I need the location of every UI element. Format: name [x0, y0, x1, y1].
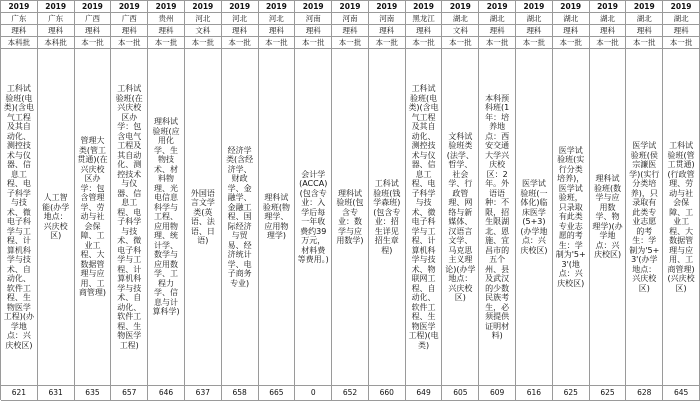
category-cell: 理科: [1, 25, 38, 37]
score-cell: 628: [626, 386, 663, 401]
year-cell: 2019: [38, 1, 75, 13]
major-cell: [553, 49, 590, 386]
major-cell: [442, 49, 479, 386]
major-cell: [406, 49, 443, 386]
year-cell: 2019: [442, 1, 479, 13]
region-cell: 黑龙江: [406, 13, 443, 25]
major-text: 医学试验班(一体化)临床医学(5+3)(办学地点：兴庆校区): [520, 179, 548, 255]
region-cell: 河南: [332, 13, 369, 25]
score-cell: 649: [406, 386, 443, 401]
category-cell: 理科: [222, 25, 259, 37]
category-cell: 文科: [442, 25, 479, 37]
major-cell: [185, 49, 222, 386]
major-text: 工科试验班(电类)(含电气工程及其自动化、测控技术与仪器、信息工程、电子科学与技术、微电子科学与工程、计算机科学与技术、物联网工程、自动化、软件工程、生物医学工程)(电类): [408, 84, 439, 350]
score-cell: 660: [369, 386, 406, 401]
major-cell: [332, 49, 369, 386]
batch-cell: 本一批: [442, 37, 479, 49]
batch-cell: 本科批: [1, 37, 38, 49]
category-cell: 理科: [332, 25, 369, 37]
score-cell: 0: [295, 386, 332, 401]
score-cell: 621: [1, 386, 38, 401]
major-text: 经济学类(含经济学、财政学、金融学、金融工程、国际经济与贸易、经济统计学、电子商务专业): [226, 145, 254, 288]
batch-cell: 本一批: [75, 37, 112, 49]
region-cell: 广西: [75, 13, 112, 25]
year-cell: 2019: [516, 1, 553, 13]
major-cell: [222, 49, 259, 386]
category-cell: 理科: [148, 25, 185, 37]
batch-cell: 本一批: [222, 37, 259, 49]
major-text: 医学试验班(实行分类培养)，医学试验班，只录取有此类专业志愿的考生：学制为'5+3'(地点：兴庆校区): [555, 145, 586, 288]
category-cell: 理科: [38, 25, 75, 37]
batch-cell: 本一批: [553, 37, 590, 49]
category-cell: 理科: [663, 25, 700, 37]
major-text: 本科预科班(1年：培养地点：西安交通大学兴庆校区：2年。外语语种：不限，招生限湖北、恩施、宜昌市的五个州、县及武汉的少数民族考生，必须提供证明材料): [485, 93, 510, 340]
category-cell: 理科: [75, 25, 112, 37]
year-cell: 2019: [75, 1, 112, 13]
major-cell: [479, 49, 516, 386]
category-cell: 理科: [479, 25, 516, 37]
major-text: 工科试验班(管工贯通)(行政管理、劳动与社会保障、工业工程、大数据管理与应用、工商管理)(兴庆校区): [667, 141, 695, 293]
score-cell: 625: [590, 386, 627, 401]
region-cell: 湖北: [553, 13, 590, 25]
batch-cell: 本一批: [663, 37, 700, 49]
major-text: 理科试验班(应用化学、生物技术、材料物理、光电信息科学与工程、应用物理、统计学、数学与应用数学、工程力学、信息与计算科学): [152, 117, 180, 317]
category-cell: 理科: [111, 25, 148, 37]
region-cell: 河北: [259, 13, 296, 25]
year-cell: 2019: [111, 1, 148, 13]
region-cell: 河北: [185, 13, 222, 25]
category-cell: 理科: [369, 25, 406, 37]
year-cell: 2019: [222, 1, 259, 13]
year-cell: 2019: [332, 1, 369, 13]
major-text: 人工智能(办学地点：兴庆校区): [42, 193, 70, 241]
year-cell: 2019: [553, 1, 590, 13]
category-cell: 理科: [259, 25, 296, 37]
score-cell: 645: [663, 386, 700, 401]
major-text: 外国语言文学类(英语、法语、日语): [190, 188, 215, 245]
region-cell: 河南: [369, 13, 406, 25]
year-cell: 2019: [406, 1, 443, 13]
batch-cell: 本一批: [590, 37, 627, 49]
category-cell: 理科: [295, 25, 332, 37]
year-cell: 2019: [590, 1, 627, 13]
batch-cell: 本一批: [111, 37, 148, 49]
major-text: 工科试验班(在兴庆校区办学：包含电气工程及其自动化、测控技术与仪器、信息工程、电子科学与技术、微电子科学与工程、计算机科学与技术、自动化、软件工程、生物医学工程): [115, 84, 143, 350]
major-text: 理科试验班(包含专业：数学与应用数学): [336, 188, 364, 245]
region-cell: 河北: [222, 13, 259, 25]
score-cell: 616: [516, 386, 553, 401]
batch-cell: 本一批: [332, 37, 369, 49]
major-cell: [369, 49, 406, 386]
year-cell: 2019: [1, 1, 38, 13]
category-cell: 文科: [185, 25, 222, 37]
major-text: 医学试验班(侯宗濂医学)(实行分类培养)，只录取有此类专业志愿的考生：学制为'5+3'(办学地点：兴庆校区): [629, 141, 660, 293]
batch-cell: 本一批: [295, 37, 332, 49]
region-cell: 湖北: [516, 13, 553, 25]
score-cell: 635: [75, 386, 112, 401]
batch-cell: 本一批: [479, 37, 516, 49]
major-text: 工科试验班(电类)(含电气工程及其自动化、测控技术与仪器、信息工程、电子科学与技术、微电子科学与工程、计算机科学与技术、自动化、软件工程、生物医学工程)(办学地点：兴庆校区): [3, 84, 35, 350]
major-text: 管理大类(管工贯通)(在兴庆校区办学：包含管理学、劳动与社会保障、工业工程、大数据管理与应用、工商管理): [77, 136, 108, 298]
score-cell: 658: [222, 386, 259, 401]
batch-cell: 本科批: [38, 37, 75, 49]
batch-cell: 本一批: [148, 37, 185, 49]
year-cell: 2019: [148, 1, 185, 13]
major-cell: [1, 49, 38, 386]
region-cell: 贵州: [148, 13, 185, 25]
year-cell: 2019: [626, 1, 663, 13]
region-cell: 湖北: [626, 13, 663, 25]
score-cell: 625: [553, 386, 590, 401]
category-cell: 理科: [516, 25, 553, 37]
score-cell: 609: [479, 386, 516, 401]
region-cell: 广西: [111, 13, 148, 25]
major-text: 理科试验班(物理学、应用物理学): [262, 193, 290, 241]
region-cell: 湖北: [442, 13, 479, 25]
major-text: 理科试验班(数学与应用数学、物理学)(办学地点：兴庆校区): [592, 174, 623, 260]
year-cell: 2019: [259, 1, 296, 13]
year-cell: 2019: [295, 1, 332, 13]
score-cell: 657: [111, 386, 148, 401]
major-cell: [626, 49, 663, 386]
year-cell: 2019: [185, 1, 222, 13]
region-cell: 湖北: [663, 13, 700, 25]
batch-cell: 本一批: [516, 37, 553, 49]
region-cell: 河南: [295, 13, 332, 25]
score-cell: 605: [442, 386, 479, 401]
year-cell: 2019: [663, 1, 700, 13]
major-cell: [295, 49, 332, 386]
major-cell: [259, 49, 296, 386]
major-cell: [590, 49, 627, 386]
region-cell: 广东: [38, 13, 75, 25]
score-cell: 665: [259, 386, 296, 401]
major-cell: [516, 49, 553, 386]
category-cell: 理科: [590, 25, 627, 37]
region-cell: 湖北: [479, 13, 516, 25]
major-cell: [111, 49, 148, 386]
batch-cell: 本一批: [626, 37, 663, 49]
major-cell: [148, 49, 185, 386]
score-cell: 631: [38, 386, 75, 401]
category-cell: 理科: [626, 25, 663, 37]
batch-cell: 本一批: [259, 37, 296, 49]
major-cell: [38, 49, 75, 386]
region-cell: 广东: [1, 13, 38, 25]
batch-cell: 本一批: [369, 37, 406, 49]
category-cell: 理科: [553, 25, 590, 37]
score-cell: 637: [185, 386, 222, 401]
major-cell: [75, 49, 112, 386]
score-cell: 646: [148, 386, 185, 401]
major-text: 工科试验班(钱学森班)(包含专业：招生详见招生章程): [373, 179, 401, 255]
major-cell: [663, 49, 700, 386]
region-cell: 湖北: [590, 13, 627, 25]
category-cell: 理科: [406, 25, 443, 37]
score-cell: 652: [332, 386, 369, 401]
batch-cell: 本一批: [185, 37, 222, 49]
year-cell: 2019: [369, 1, 406, 13]
major-text: 文科试验班类(法学、哲学、社会学、行政管理、网络与新媒体、汉语言文学、马克思主义理论)(办学地点：兴庆校区): [445, 131, 476, 302]
batch-cell: 本一批: [406, 37, 443, 49]
year-cell: 2019: [479, 1, 516, 13]
major-text: 会计学(ACCA)(包含专业：入学后每一年收费约39万元，材料费等费用。): [297, 169, 329, 264]
